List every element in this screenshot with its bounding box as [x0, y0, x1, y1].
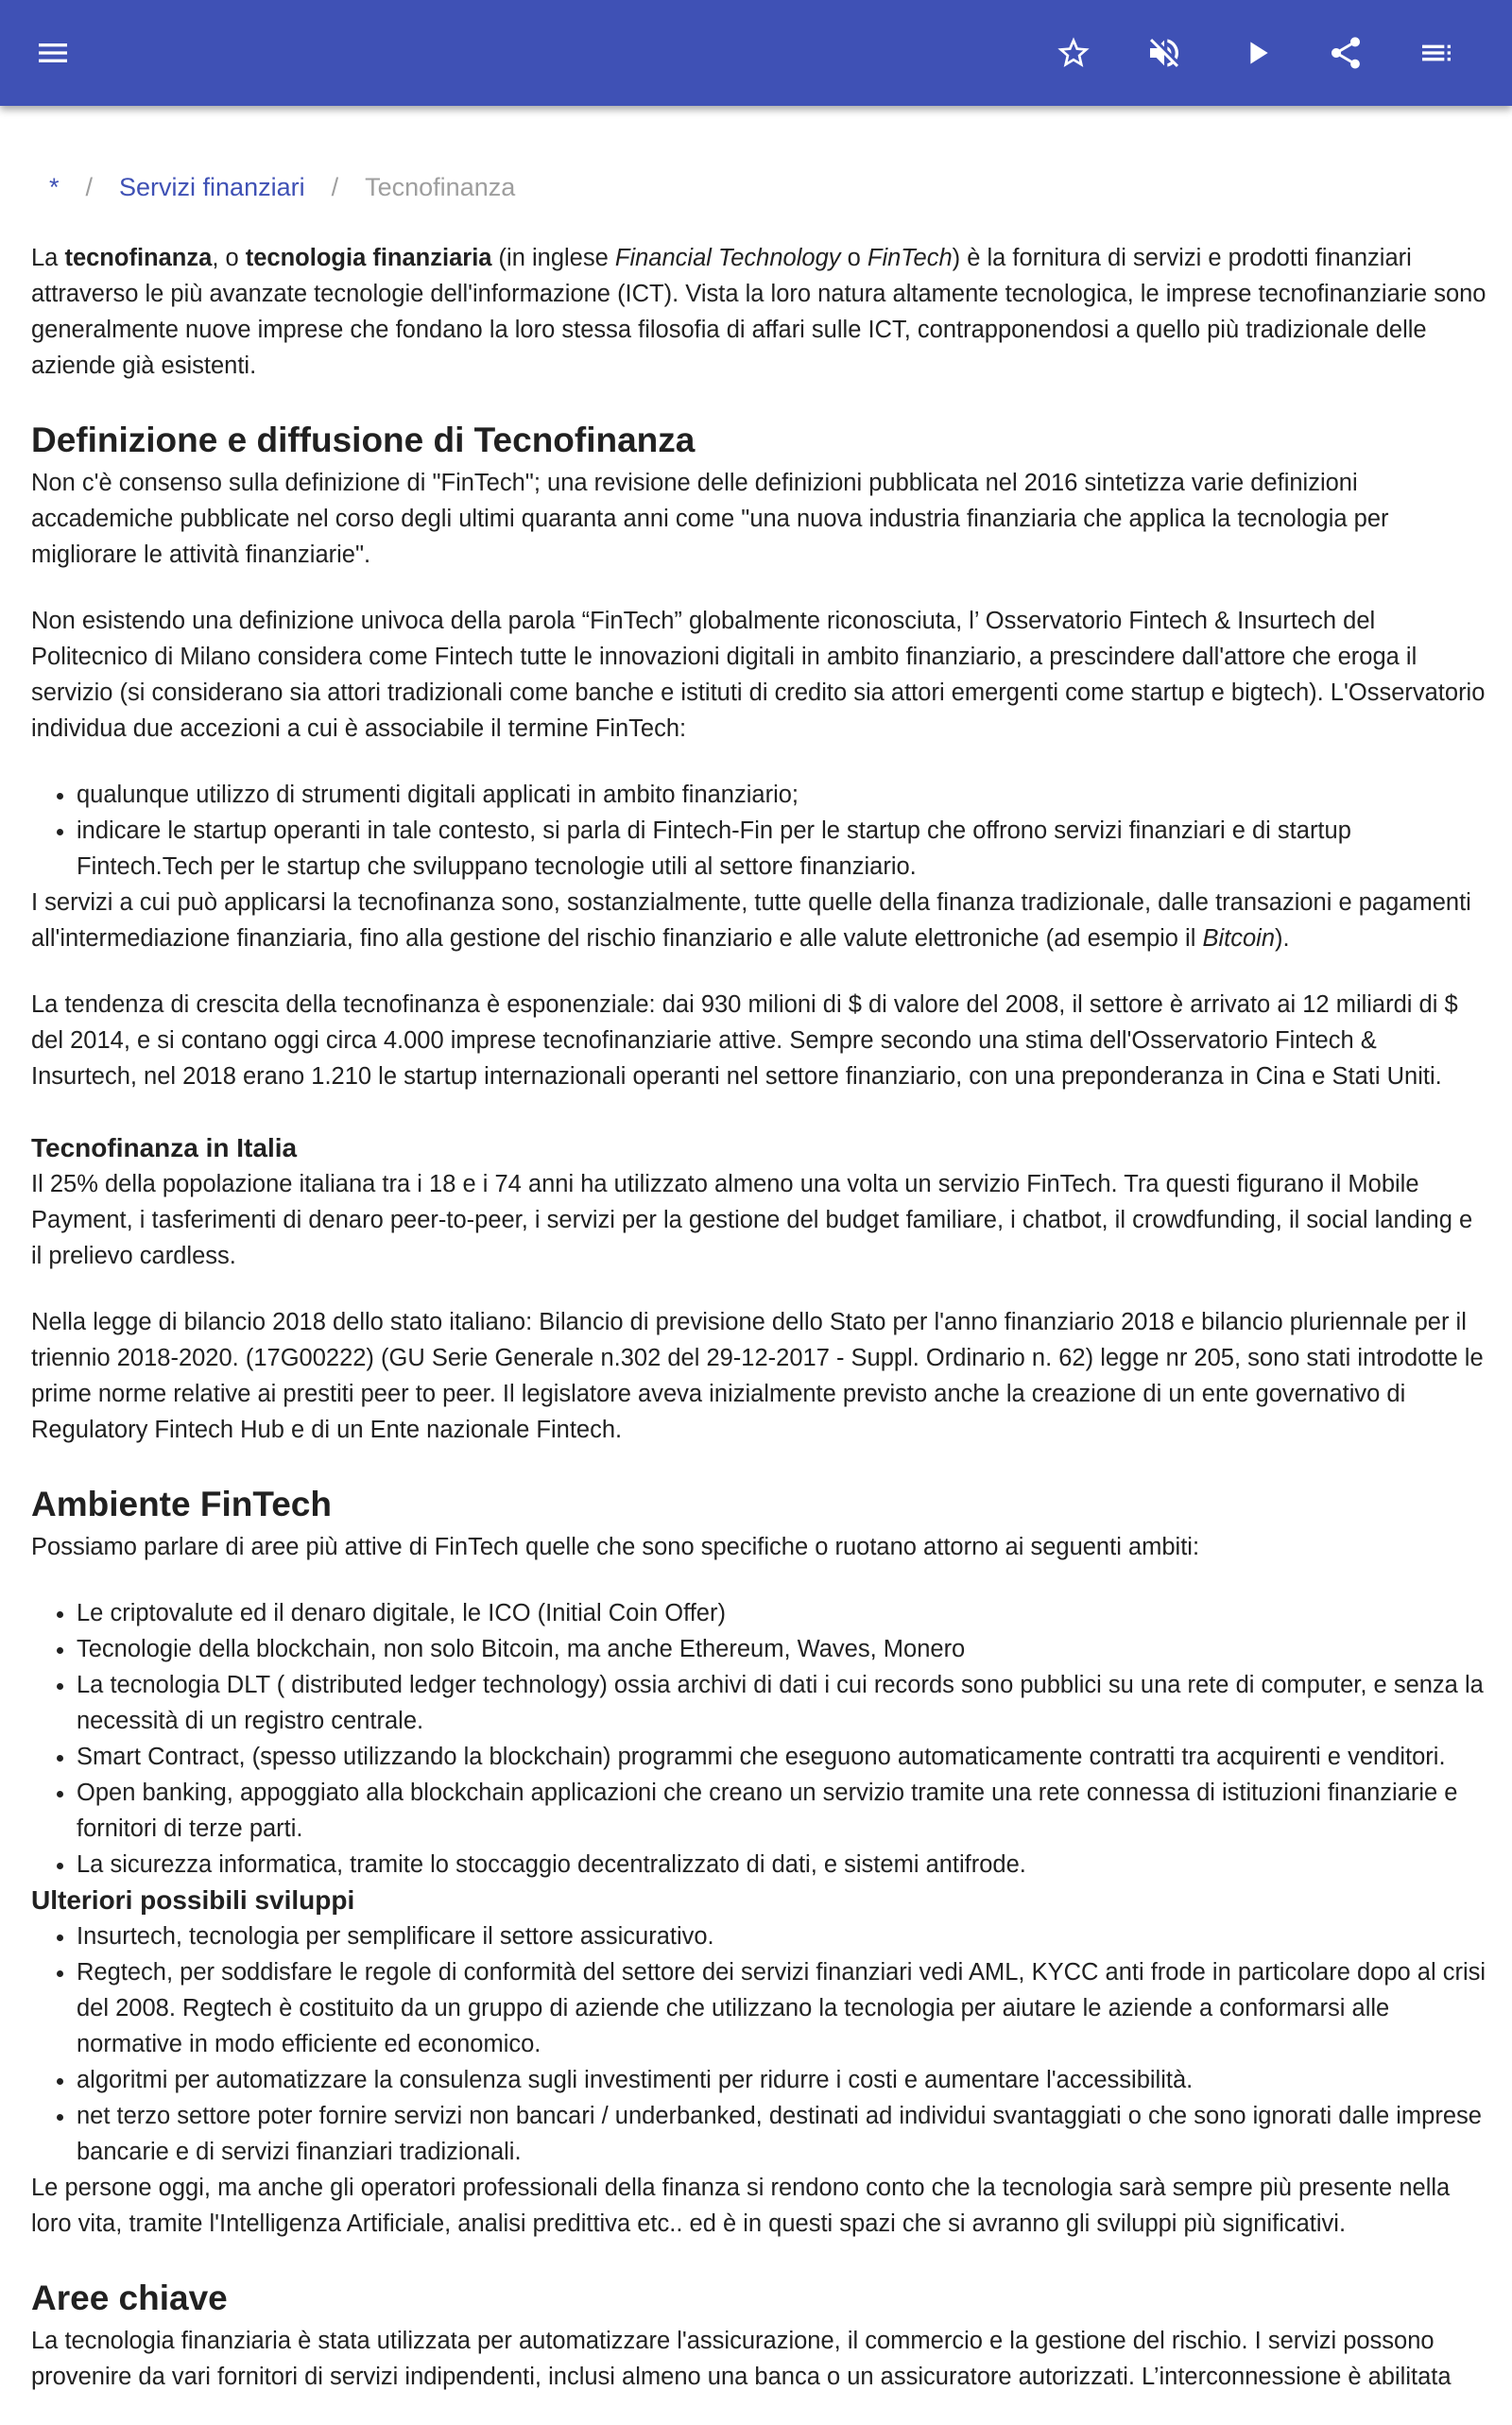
volume-off-icon: [1145, 34, 1183, 72]
list-item: • Open banking, appoggiato alla blockchain applicazioni che creano un servizio tramite una rete connessa di istituzioni finanziarie e fornitori di terze parti.: [77, 1775, 1486, 1847]
breadcrumb-current: Tecnofinanza: [365, 173, 516, 201]
menu-button[interactable]: [26, 26, 79, 79]
list-item: • qualunque utilizzo di strumenti digitali applicati in ambito finanziario;: [77, 777, 1486, 813]
subsection-heading-italia: Tecnofinanza in Italia: [31, 1133, 298, 1162]
bold-term: tecnofinanza: [64, 245, 213, 271]
list-item: • La sicurezza informatica, tramite lo stoccaggio decentralizzato di dati, e sistemi antifrode.: [77, 1847, 1486, 1883]
breadcrumb-home-link[interactable]: *: [49, 173, 60, 201]
mute-button[interactable]: [1138, 26, 1191, 79]
paragraph: Non c'è consenso sulla definizione di "FinTech"; una revisione delle definizioni pubblicata nel 2016 sintetizza varie definizioni accademiche pubblicate nel corso degli ultimi quaranta anni come "una nuova industria finanziaria che applica la tecnologia per migliorare le attività finanziarie".: [31, 470, 1389, 568]
intro-paragraph: [31, 240, 1486, 384]
breadcrumb-parent-link[interactable]: Servizi finanziari: [119, 173, 305, 201]
list-item: • Tecnologie della blockchain, non solo Bitcoin, ma anche Ethereum, Waves, Monero: [77, 1631, 1486, 1667]
favorite-button[interactable]: [1047, 26, 1100, 79]
table-of-contents-button[interactable]: [1410, 26, 1463, 79]
text: (in inglese: [491, 245, 615, 271]
italic-term: Bitcoin: [1202, 925, 1276, 952]
play-icon: [1238, 34, 1276, 72]
text: La: [31, 245, 65, 271]
text: ).: [1275, 925, 1290, 952]
breadcrumb-separator: /: [85, 173, 94, 201]
article-content: [31, 240, 1486, 2425]
table-of-contents-icon: [1418, 34, 1455, 72]
italic-term: FinTech: [867, 245, 953, 271]
paragraph: Possiamo parlare di aree più attive di FinTech quelle che sono specifiche o ruotano attorno ai seguenti ambiti:: [31, 1534, 1200, 1560]
text: , o: [212, 245, 246, 271]
list-item: • Insurtech, tecnologia per semplificare il settore assicurativo.: [77, 1918, 1486, 1954]
subsection-heading-sviluppi: Ulteriori possibili sviluppi: [31, 1885, 355, 1915]
list-item: • Regtech, per soddisfare le regole di conformità del settore dei servizi finanziari vedi AML, KYCC anti frode in particolare dopo al crisi del 2008. Regtech è costituito da un gruppo di aziende che utilizzano la tecnologia per aiutare le aziende a conformarsi alle normative in modo efficiente ed economico.: [77, 1954, 1486, 2062]
text: ) è la fornitura di servizi e prodotti finanziari attraverso le più avanzate tecnologie dell'informazione (ICT). Vista la loro natura altamente tecnologica, le imprese tecnofinanziarie sono generalmente nuove imprese che fondano la loro stessa filosofia di affari sulle ICT, contrapponendosi a quello più tradizionale delle aziende già esistenti.: [31, 245, 1486, 379]
breadcrumb: [49, 168, 515, 206]
sviluppi-list: [31, 1918, 1486, 2170]
list-item: • Le criptovalute ed il denaro digitale, le ICO (Initial Coin Offer): [77, 1595, 1486, 1631]
star-outline-icon: [1055, 34, 1092, 72]
list-item: • algoritmi per automatizzare la consulenza sugli investimenti per ridurre i costi e aumentare l'accessibilità.: [77, 2062, 1486, 2098]
paragraph: La tendenza di crescita della tecnofinanza è esponenziale: dai 930 milioni di $ di valore del 2008, il settore è arrivato ai 12 miliardi di $ del 2014, e si contano oggi circa 4.000 imprese tecnofinanziarie attive. Sempre secondo una stima dell'Osservatorio Fintech & Insurtech, nel 2018 erano 1.210 le startup internazionali operanti nel settore finanziario, con una preponderanza in Cina e Stati Uniti.: [31, 991, 1458, 1090]
italic-term: Financial Technology: [614, 245, 841, 271]
share-button[interactable]: [1319, 26, 1372, 79]
section-heading-definizione: Definizione e diffusione di Tecnofinanza: [31, 421, 696, 459]
paragraph: La tecnologia finanziaria è stata utilizzata per automatizzare l'assicurazione, il commercio e la gestione del rischio. I servizi possono provenire da vari fornitori di servizi indipendenti, inclusi almeno una banca o un assicuratore autorizzati. L’interconnessione è abilitata: [31, 2328, 1452, 2390]
share-icon: [1327, 34, 1365, 72]
hamburger-menu-icon: [34, 34, 72, 72]
paragraph: [31, 885, 1486, 956]
paragraph: Non esistendo una definizione univoca della parola “FinTech” globalmente riconosciuta, l’ Osservatorio Fintech & Insurtech del Politecnico di Milano considera come Fintech tutte le innovazioni digitali in ambito finanziario, a prescindere dall'attore che eroga il servizio (si considerano sia attori tradizionali come banche e istituti di credito sia attori emergenti come startup e bigtech). L'Osservatorio individua due accezioni a cui è associabile il termine FinTech:: [31, 608, 1486, 742]
paragraph: Le persone oggi, ma anche gli operatori professionali della finanza si rendono conto che la tecnologia sarà sempre più presente nella loro vita, tramite l'Intelligenza Artificiale, analisi predittiva etc.. ed è in questi spazi che si avranno gli sviluppi più significativi.: [31, 2175, 1451, 2237]
text: o: [840, 245, 868, 271]
paragraph: Il 25% della popolazione italiana tra i 18 e i 74 anni ha utilizzato almeno una volta un servizio FinTech. Tra questi figurano il Mobile Payment, i tasferimenti di denaro peer-to-peer, i servizi per la gestione del budget familiare, i chatbot, il crowdfunding, il social landing e il prelievo cardless.: [31, 1171, 1473, 1269]
section-heading-ambiente: Ambiente FinTech: [31, 1485, 332, 1523]
list-item: • indicare le startup operanti in tale contesto, si parla di Fintech-Fin per le startup che offrono servizi finanziari e di startup Fintech.Tech per le startup che sviluppano tecnologie utili al settore finanziario.: [77, 813, 1486, 885]
list-item: • net terzo settore poter fornire servizi non bancari / underbanked, destinati ad individui svantaggiati o che sono ignorati dalle imprese bancarie e di servizi finanziari tradizionali.: [77, 2098, 1486, 2170]
breadcrumb-separator: /: [331, 173, 339, 201]
section-heading-aree-chiave: Aree chiave: [31, 2279, 228, 2317]
ambiti-list: [31, 1595, 1486, 1883]
app-toolbar: [0, 0, 1512, 106]
paragraph: Nella legge di bilancio 2018 dello stato italiano: Bilancio di previsione dello Stato per l'anno finanziario 2018 e bilancio pluriennale per il triennio 2018-2020. (17G00222) (GU Serie Generale n.302 del 29-12-2017 - Suppl. Ordinario n. 62) legge nr 205, sono stati introdotte le prime norme relative ai prestiti peer to peer. Il legislatore aveva inizialmente previsto anche la creazione di un ente governativo di Regulatory Fintech Hub e di un Ente nazionale Fintech.: [31, 1309, 1484, 1443]
accezioni-list: [31, 777, 1486, 885]
list-item: • La tecnologia DLT ( distributed ledger technology) ossia archivi di dati i cui records sono pubblici su una rete di computer, e senza la necessità di un registro centrale.: [77, 1667, 1486, 1739]
bold-term: tecnologia finanziaria: [245, 245, 492, 271]
play-button[interactable]: [1230, 26, 1283, 79]
text: I servizi a cui può applicarsi la tecnofinanza sono, sostanzialmente, tutte quelle della finanza tradizionale, dalle transazioni e pagamenti all'intermediazione finanziaria, fino alla gestione del rischio finanziario e alle valute elettroniche (ad esempio il: [31, 889, 1471, 952]
list-item: • Smart Contract, (spesso utilizzando la blockchain) programmi che eseguono automaticamente contratti tra acquirenti e venditori.: [77, 1739, 1486, 1775]
